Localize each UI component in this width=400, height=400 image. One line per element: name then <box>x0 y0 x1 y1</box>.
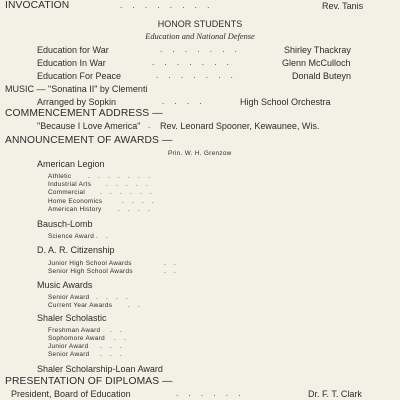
invocation-person: Rev. Tanis <box>322 1 364 11</box>
leader-dots: . . . . <box>118 206 154 213</box>
awards-label: ANNOUNCEMENT OF AWARDS — <box>5 135 173 146</box>
leader-dots: . . . . <box>162 97 206 106</box>
diplomas-presenter: President, Board of Education <box>11 389 131 399</box>
award-group-title: Music Awards <box>37 280 93 290</box>
leader-dots: . . . . <box>122 198 158 205</box>
leader-dots: . . <box>96 233 112 240</box>
leader-dots: . . <box>164 268 180 275</box>
commencement-speaker: Rev. Leonard Spooner, Kewaunee, Wis. <box>160 121 320 131</box>
honor-subtitle: Education and National Defense <box>145 32 255 41</box>
leader-dots: . . <box>128 302 144 309</box>
music-performer: High School Orchestra <box>240 97 331 107</box>
honor-title: HONOR STUDENTS <box>157 19 243 29</box>
invocation-label: INVOCATION <box>5 0 70 11</box>
award-group-title: D. A. R. Citizenship <box>37 245 115 255</box>
award-item: Freshman Award <box>48 327 101 334</box>
honor-item-title: Education For Peace <box>37 71 122 81</box>
leader-dots: . . . . . . . <box>152 58 233 67</box>
award-item: Science Award <box>48 233 95 240</box>
honor-item-person: Shirley Thackray <box>284 45 351 55</box>
award-item: Athletic <box>48 173 72 180</box>
leader-dots: . . . . . . . <box>88 173 154 180</box>
award-group-title: American Legion <box>37 159 105 169</box>
award-group-title: Bausch-Lomb <box>37 219 93 229</box>
award-item: Industrial Arts <box>48 181 92 188</box>
diplomas-person: Dr. F. T. Clark <box>308 389 362 399</box>
honor-item-person: Donald Buteyn <box>292 71 352 81</box>
honor-item-title: Education In War <box>37 58 106 68</box>
award-item: Senior Award <box>48 294 90 301</box>
leader-dots: . . . . . <box>106 181 152 188</box>
award-item: Junior Award <box>48 343 89 350</box>
music-arranger: Arranged by Sopkin <box>37 97 117 107</box>
award-item: Junior High School Awards <box>48 260 132 267</box>
award-item: Senior High School Awards <box>48 268 133 275</box>
leader-dots: . . <box>114 335 130 342</box>
leader-dots: . . . . . . <box>176 389 245 398</box>
award-item: Senior Award <box>48 351 90 358</box>
honor-item-title: Education for War <box>37 45 109 55</box>
award-loan: Shaler Scholarship-Loan Award <box>37 364 163 374</box>
commencement-title: "Because I Love America" <box>37 121 141 131</box>
leader-dots: . <box>148 121 155 130</box>
music-line: MUSIC — "Sonatina II" by Clementi <box>5 84 148 94</box>
leader-dots: . . . <box>100 343 126 350</box>
award-group-title: Shaler Scholastic <box>37 313 107 323</box>
leader-dots: . . <box>164 260 180 267</box>
award-item: Current Year Awards <box>48 302 113 309</box>
award-item: Home Economics <box>48 198 103 205</box>
award-item: American History <box>48 206 102 213</box>
honor-item-person: Glenn McCulloch <box>282 58 351 68</box>
leader-dots: . . . <box>100 351 126 358</box>
award-item: Commercial <box>48 189 86 196</box>
leader-dots: . . . . . . . . <box>120 1 214 10</box>
leader-dots: . . . . . . . <box>160 45 241 54</box>
diplomas-label: PRESENTATION OF DIPLOMAS — <box>5 376 173 387</box>
leader-dots: . . . . . . . <box>156 71 237 80</box>
awards-presenter: Prin. W. H. Grenzow <box>168 150 232 157</box>
leader-dots: . . <box>110 327 126 334</box>
leader-dots: . . . . <box>96 294 132 301</box>
award-item: Sophomore Award <box>48 335 105 342</box>
commencement-label: COMMENCEMENT ADDRESS — <box>5 108 163 119</box>
leader-dots: . . . . . . <box>100 189 156 196</box>
